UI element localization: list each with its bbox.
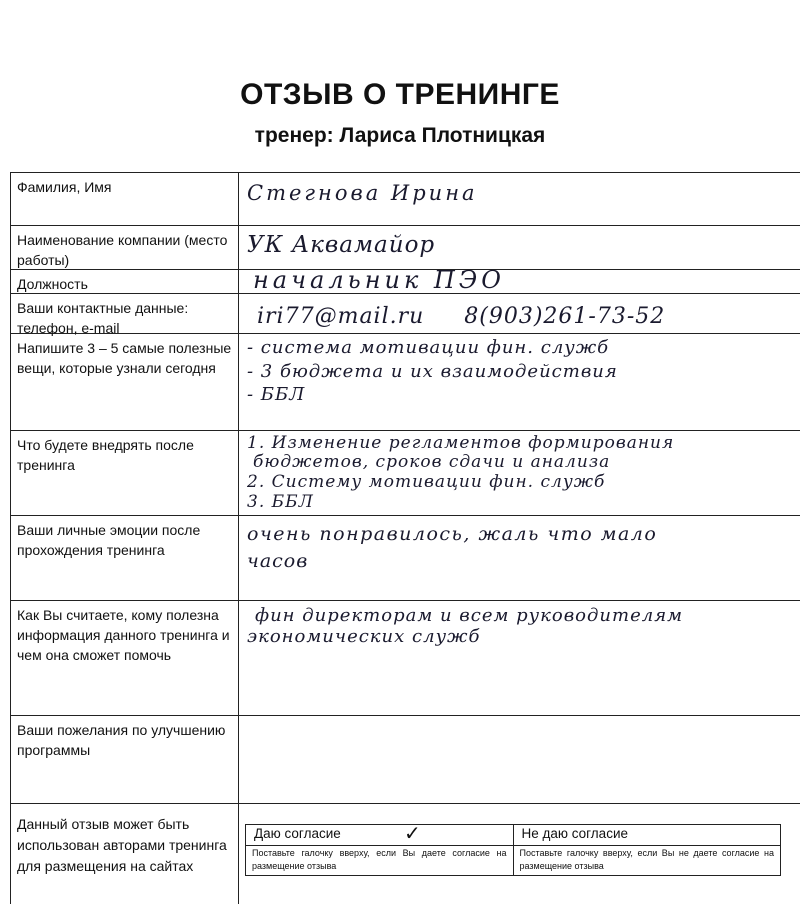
hw-implement-3: 2. Систему мотивации фин. служб bbox=[247, 472, 606, 492]
hw-useful-2: - 3 бюджета и их взаимодействия bbox=[247, 361, 618, 382]
label-name: Фамилия, Имя bbox=[11, 173, 239, 225]
consent-table bbox=[245, 821, 781, 876]
label-contacts: Ваши контактные данные: телефон, e-mail bbox=[11, 294, 239, 333]
row-usefulness bbox=[11, 601, 800, 716]
row-position bbox=[11, 266, 800, 294]
label-consent: Данный отзыв может быть использован авторами тренинга для размещения на сайтах bbox=[11, 804, 239, 904]
row-consent bbox=[11, 804, 800, 904]
row-emotions bbox=[11, 516, 800, 601]
hw-useful-1: - система мотивации фин. служб bbox=[247, 337, 610, 358]
agree-note: Поставьте галочку вверху, если Вы даете согласие на размещение отзыва bbox=[252, 848, 507, 871]
checkmark-icon: ✓ bbox=[404, 821, 421, 845]
label-emotions: Ваши личные эмоции после прохождения тренинга bbox=[11, 516, 239, 600]
value-name bbox=[239, 173, 800, 225]
label-wishes: Ваши пожелания по улучшению программы bbox=[11, 716, 239, 803]
value-usefulness bbox=[239, 601, 800, 715]
hw-implement-2: бюджетов, сроков сдачи и анализа bbox=[253, 452, 611, 472]
hw-position: начальник ПЭО bbox=[253, 266, 505, 294]
hw-company: УК Аквамайор bbox=[247, 232, 436, 258]
row-wishes bbox=[11, 716, 800, 804]
hw-usefulness-2: экономических служб bbox=[247, 626, 481, 647]
row-contacts bbox=[11, 294, 800, 334]
consent-agree-box[interactable] bbox=[246, 821, 513, 875]
hw-contacts: iri77@mail.ru 8(903)261-73-52 bbox=[257, 304, 666, 329]
value-emotions bbox=[239, 516, 800, 600]
value-wishes bbox=[239, 716, 800, 803]
hw-emotions-2: часов bbox=[247, 550, 309, 572]
value-position bbox=[239, 266, 800, 294]
value-consent bbox=[239, 804, 800, 904]
hw-emotions-1: очень понравилось, жаль что мало bbox=[247, 523, 658, 545]
row-implement bbox=[11, 431, 800, 516]
form-title: ОТЗЫВ О ТРЕНИНГЕ bbox=[240, 78, 560, 111]
disagree-note: Поставьте галочку вверху, если Вы не даете согласие на размещение отзыва bbox=[519, 848, 774, 871]
row-company bbox=[11, 226, 800, 270]
hw-implement-1: 1. Изменение регламентов формирования bbox=[247, 433, 675, 453]
agree-label: Даю согласие bbox=[254, 826, 341, 841]
trainer-subtitle: тренер: Лариса Плотницкая bbox=[254, 124, 546, 147]
consent-agree-header bbox=[246, 821, 513, 846]
hw-usefulness-1: фин директорам и всем руководителям bbox=[255, 605, 684, 626]
label-company: Наименование компании (место работы) bbox=[11, 226, 239, 269]
consent-disagree-header bbox=[514, 825, 781, 846]
label-position: Должность bbox=[11, 270, 239, 293]
value-contacts bbox=[239, 294, 800, 333]
value-implement bbox=[239, 431, 800, 515]
hw-name: Стегнова Ирина bbox=[247, 181, 478, 205]
consent-disagree-box[interactable] bbox=[513, 825, 781, 875]
feedback-form bbox=[10, 172, 800, 904]
label-usefulness: Как Вы считаете, кому полезна информация данного тренинга и чем она сможет помочь bbox=[11, 601, 239, 715]
row-useful bbox=[11, 334, 800, 431]
value-company bbox=[239, 226, 800, 269]
hw-implement-4: 3. ББЛ bbox=[247, 492, 314, 512]
value-useful bbox=[239, 334, 800, 430]
disagree-label: Не даю согласие bbox=[521, 826, 628, 841]
hw-useful-3: - ББЛ bbox=[247, 384, 306, 405]
label-implement: Что будете внедрять после тренинга bbox=[11, 431, 239, 515]
row-name bbox=[11, 173, 800, 226]
label-useful: Напишите 3 – 5 самые полезные вещи, которые узнали сегодня bbox=[11, 334, 239, 430]
